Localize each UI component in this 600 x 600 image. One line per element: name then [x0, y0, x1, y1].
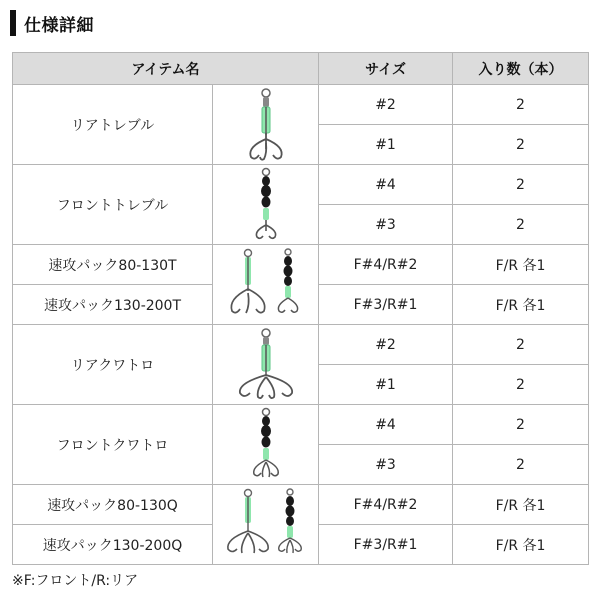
item-name: リアトレブル — [13, 85, 213, 165]
table-row — [13, 485, 589, 525]
size-cell: #1 — [319, 365, 453, 405]
quantity-cell: 2 — [453, 445, 589, 485]
item-name: フロントトレブル — [13, 165, 213, 245]
quantity-cell: 2 — [453, 365, 589, 405]
rear-quattro-hook-icon — [226, 327, 306, 403]
size-cell: #2 — [319, 85, 453, 125]
quantity-cell: 2 — [453, 85, 589, 125]
quantity-cell: 2 — [453, 405, 589, 445]
front-treble-hook-icon — [236, 167, 296, 243]
quantity-cell: 2 — [453, 165, 589, 205]
item-name: 速攻パック80-130Q — [13, 485, 213, 525]
size-cell: #2 — [319, 325, 453, 365]
quattro-hook-pack-icon — [214, 487, 318, 563]
size-cell: F#4/R#2 — [319, 245, 453, 285]
size-cell: #3 — [319, 445, 453, 485]
table-row — [13, 245, 589, 285]
quantity-cell: F/R 各1 — [453, 285, 589, 325]
item-name: 速攻パック80-130T — [13, 245, 213, 285]
size-cell: F#4/R#2 — [319, 485, 453, 525]
table-header-row — [13, 53, 589, 85]
size-cell: #1 — [319, 125, 453, 165]
table-row — [13, 85, 589, 125]
size-cell: #3 — [319, 205, 453, 245]
spec-table — [12, 52, 589, 565]
quantity-cell: 2 — [453, 205, 589, 245]
header-item-name: アイテム名 — [13, 53, 319, 85]
quantity-cell: 2 — [453, 125, 589, 165]
size-cell: #4 — [319, 165, 453, 205]
title-marker — [10, 10, 16, 36]
item-name: フロントクワトロ — [13, 405, 213, 485]
title-text: 仕様詳細 — [24, 15, 94, 36]
quantity-cell: 2 — [453, 325, 589, 365]
table-row — [13, 405, 589, 445]
section-title — [10, 10, 94, 36]
header-size: サイズ — [319, 53, 453, 85]
treble-hook-pack-icon — [214, 247, 318, 323]
footnote: ※F:フロント/R:リア — [12, 573, 139, 589]
table-row — [13, 325, 589, 365]
front-quattro-hook-icon — [236, 407, 296, 483]
header-quantity: 入り数（本） — [453, 53, 589, 85]
size-cell: F#3/R#1 — [319, 525, 453, 565]
quantity-cell: F/R 各1 — [453, 525, 589, 565]
item-name: リアクワトロ — [13, 325, 213, 405]
item-name: 速攻パック130-200Q — [13, 525, 213, 565]
quantity-cell: F/R 各1 — [453, 485, 589, 525]
table-row — [13, 165, 589, 205]
size-cell: F#3/R#1 — [319, 285, 453, 325]
size-cell: #4 — [319, 405, 453, 445]
quantity-cell: F/R 各1 — [453, 245, 589, 285]
rear-treble-hook-icon — [231, 87, 301, 163]
item-name: 速攻パック130-200T — [13, 285, 213, 325]
